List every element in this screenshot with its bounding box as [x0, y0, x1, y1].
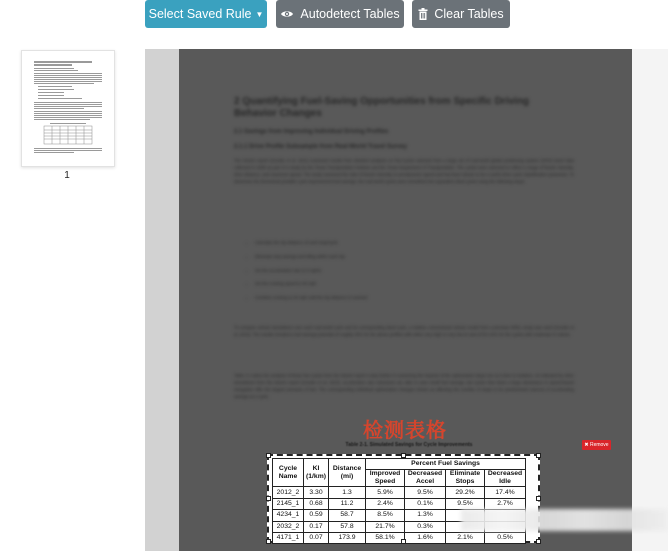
redacted-overlay — [461, 509, 668, 531]
bullet-item: • Combine cruising at 45 mph until the trip distance is reached — [255, 291, 575, 305]
detect-table-watermark: 检测表格 — [363, 420, 447, 442]
table-cell: 0.68 — [304, 498, 329, 509]
table-cell: 2145_1 — [273, 498, 304, 509]
document-viewer[interactable] — [145, 49, 668, 551]
header-cycle-name: Cycle Name — [273, 459, 304, 487]
table-cell: 11.2 — [329, 498, 366, 509]
table-cell: 9.5% — [405, 487, 446, 498]
table-cell: 2012_2 — [273, 487, 304, 498]
paragraph-2: To compare vehicle simulations over each real-world cycle and its corresponding ideal cycle, a midsize conventional vehicle model from a previous NREL study was used (Gonder et al. 2010). The results included a fuel savings potential of roughly 30% for the above profiles with either very high or very low KI and of 5%-10% for the cycles with moderate KI values. — [234, 325, 574, 337]
clear-tables-label: Clear Tables — [434, 7, 504, 21]
select-saved-rule-button[interactable] — [145, 0, 267, 28]
table-cell: 21.7% — [366, 521, 405, 532]
table-cell: 2.7% — [485, 498, 526, 509]
bullet-list — [241, 236, 575, 305]
table-cell: 4171_1 — [273, 532, 304, 543]
header-percent-fuel-savings: Percent Fuel Savings — [366, 459, 526, 470]
table-cell: 0.17 — [304, 521, 329, 532]
table-cell: 5.9% — [366, 487, 405, 498]
table-cell: 0.59 — [304, 510, 329, 521]
resize-handle-top[interactable] — [401, 453, 406, 458]
table-cell: 2.4% — [366, 498, 405, 509]
resize-handle-right[interactable] — [536, 496, 541, 501]
table-cell: 0.1% — [405, 498, 446, 509]
resize-handle-bottom[interactable] — [401, 539, 406, 544]
resize-handle-top-right[interactable] — [536, 453, 541, 458]
header-distance: Distance (mi) — [329, 459, 366, 487]
table-cell: 0.5% — [485, 532, 526, 543]
table-caption: Table 2-1. Simulated Savings for Cycle Improvements — [345, 442, 473, 448]
table-row — [273, 532, 526, 543]
table-cell: 58.1% — [366, 532, 405, 543]
header-decreased-idle: Decreased Idle — [485, 470, 526, 487]
table-cell: 1.3 — [329, 487, 366, 498]
select-saved-rule-label: Select Saved Rule — [148, 7, 252, 21]
table-cell: 173.9 — [329, 532, 366, 543]
table-cell: 1.3% — [405, 510, 446, 521]
page-thumbnail[interactable] — [21, 50, 115, 167]
bullet-item: • Set the acceleration rate to 5 mph/s — [255, 264, 575, 278]
table-cell: 3.30 — [304, 487, 329, 498]
bullet-item: • Set the cruising speed to 45 mph — [255, 277, 575, 291]
caret-down-icon: ▼ — [255, 9, 264, 19]
remove-table-button[interactable]: ✖ Remove — [582, 440, 611, 450]
resize-handle-top-left[interactable] — [266, 453, 271, 458]
table-cell: 8.5% — [366, 510, 405, 521]
eye-icon — [280, 9, 294, 19]
table-cell: 2.1% — [446, 532, 485, 543]
table-cell: 4234_1 — [273, 510, 304, 521]
autodetect-tables-button[interactable] — [276, 0, 404, 28]
viewer-right-margin — [632, 49, 668, 551]
table-row — [273, 498, 526, 509]
table-cell: 58.7 — [329, 510, 366, 521]
resize-handle-left[interactable] — [266, 496, 271, 501]
resize-handle-bottom-left[interactable] — [266, 539, 271, 544]
paragraph-3: Table 2-1 takes the analysis of these five-cycles from the interim report a step further in examining the impacts of the optimization steps one at a time to isolation. As indicated by other simulations from the interim report (Gonder et al. 2010), acceleration rate reductions are able to save small fuel savings, but cycles that show a large dominance in speed-based elongation offer the largest amounts of fuel. The corresponding individual optimization changes shown as affecting the number of stops to be predominant sources of accelerating savings as a cycle. — [234, 373, 574, 399]
subsubsection-heading: 2.1.1 Drive Profile Subsample from Real-World Travel Survey — [234, 144, 407, 150]
bullet-item: • Eliminate stop savings and idling within each trip — [255, 250, 575, 264]
table-cell: 29.2% — [446, 487, 485, 498]
trash-icon — [418, 8, 428, 20]
table-row — [273, 487, 526, 498]
fuel-savings-table — [272, 458, 526, 544]
toolbar — [0, 0, 668, 38]
header-ki: KI (1/km) — [304, 459, 329, 487]
subsection-heading: 2.1 Savings from Improving Individual Driving Profiles — [234, 129, 389, 135]
thumbnail-page-number: 1 — [64, 170, 70, 181]
table-cell: 9.5% — [446, 498, 485, 509]
clear-tables-button[interactable] — [412, 0, 510, 28]
autodetect-tables-label: Autodetect Tables — [300, 7, 400, 21]
table-cell: 1.6% — [405, 532, 446, 543]
header-eliminate-stops: Eliminate Stops — [446, 470, 485, 487]
table-cell: 57.8 — [329, 521, 366, 532]
table-cell: 2032_2 — [273, 521, 304, 532]
table-cell: 0.07 — [304, 532, 329, 543]
document-page — [179, 49, 632, 551]
header-improved-speed: Improved Speed — [366, 470, 405, 487]
header-decreased-accel: Decreased Accel — [405, 470, 446, 487]
bullet-item: • Calculate the trip distance of each stop/cycle — [255, 236, 575, 250]
thumbnail-preview — [22, 51, 114, 166]
table-cell: 0.3% — [405, 521, 446, 532]
table-cell: 17.4% — [485, 487, 526, 498]
section-heading: 2 Quantifying Fuel-Saving Opportunities from Specific Driving Behavior Changes — [234, 96, 530, 119]
resize-handle-bottom-right[interactable] — [536, 539, 541, 544]
paragraph-1: The interim report (Gonder et al. 2011) examined results from detailed analyses on five-cycles selected from a large set of real-world global positioning system (GPS) travel data collected in 2006 as part of a study by the Texas Transportation Institute and the Texas Department of Transportation. The cycles were selected to reflect a range of kinetic intensity, drive distance, and maximum speed. The study examined the ratio of kinetic intensity to aerodynamic speed and has been shown to be a useful drive cycle classification parameter. To determine the theoretical possible cycle improvement fuel savings, the real-world cycles were smoothed into equivalent ideal cycles using the following steps: — [234, 158, 574, 184]
